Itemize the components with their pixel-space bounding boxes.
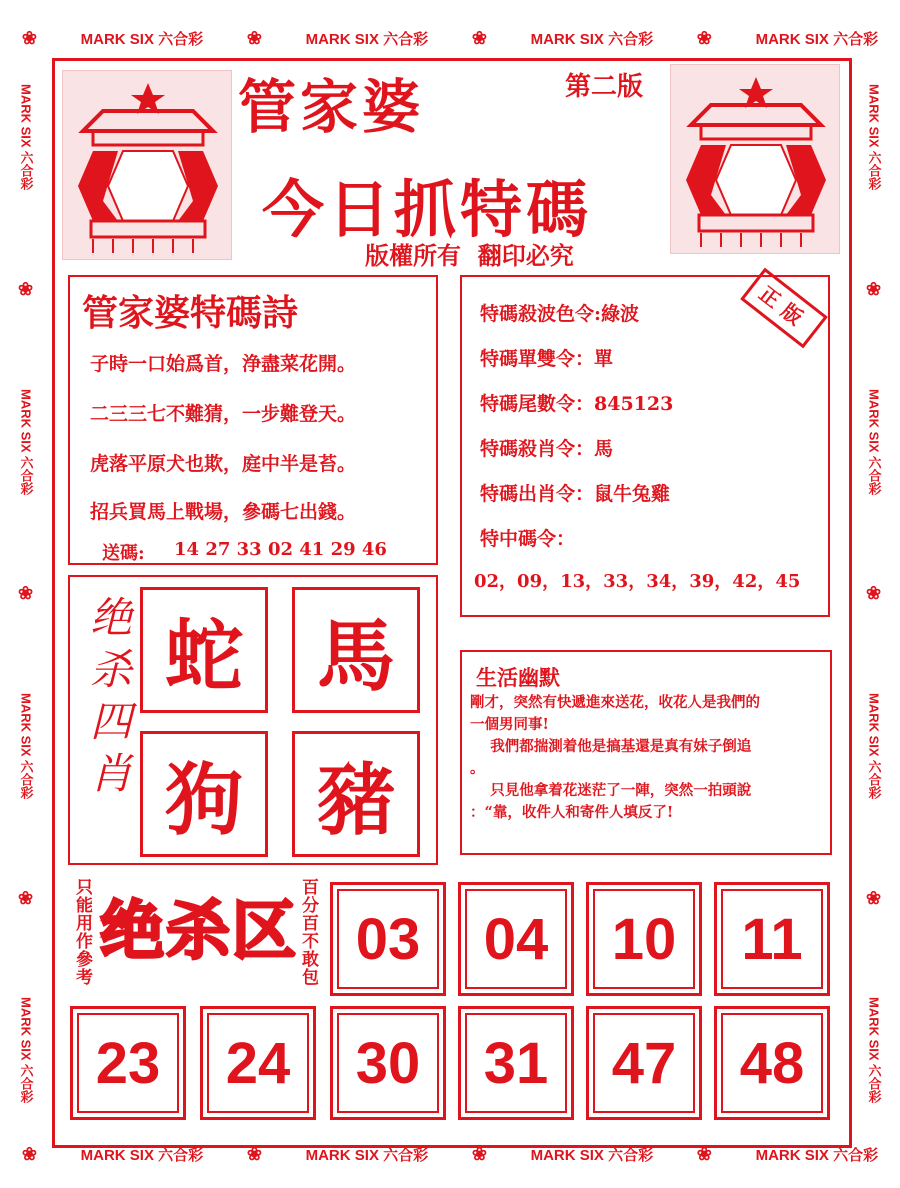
tip-value: 單 [594, 348, 614, 370]
kill-number: 48 [714, 1006, 830, 1120]
zodiac-dog: 狗 [140, 731, 268, 857]
border-left [6, 40, 46, 1148]
flower-ornament-icon: ❀ [864, 583, 884, 605]
border-text: MARK SIX 六合彩 [18, 997, 34, 1104]
tip-value: 鼠牛兔雞 [594, 483, 671, 505]
tip-label: 特碼殺波色令: [480, 303, 602, 325]
border-text: MARK SIX 六合彩 [866, 997, 882, 1104]
kill-number: 23 [70, 1006, 186, 1120]
lantern-icon [63, 71, 233, 261]
poem-line: 子時一口始爲首，浄盡菜花開。 [90, 353, 357, 375]
kill-number: 10 [586, 882, 702, 996]
send-numbers: 14 27 33 02 41 29 46 [174, 539, 387, 560]
tip-row [480, 524, 575, 551]
humor-line: 一個男同事! [470, 716, 549, 733]
border-text: MARK SIX 六合彩 [530, 1146, 654, 1164]
flower-ornament-icon: ❀ [21, 1143, 37, 1164]
kill-zone-title: 绝杀区 [100, 895, 298, 969]
border-text: MARK SIX 六合彩 [305, 1146, 429, 1164]
humor-line: 剛才，突然有快遞進來送花，收花人是我們的 [470, 694, 760, 711]
flower-ornament-icon: ❀ [16, 583, 36, 605]
tip-row [480, 344, 613, 371]
flower-ornament-icon: ❀ [696, 27, 712, 48]
flower-ornament-icon: ❀ [16, 887, 36, 909]
flower-ornament-icon: ❀ [471, 1143, 487, 1164]
kill-number: 04 [458, 882, 574, 996]
border-right [854, 40, 894, 1148]
tip-label: 特碼殺肖令： [480, 438, 595, 460]
humor-line: 我們都揣測着他是搞基還是真有妹子倒追 [470, 738, 752, 755]
border-text: MARK SIX 六合彩 [755, 1146, 879, 1164]
edition-label: 第二版 [565, 72, 644, 102]
zodiac-snake: 蛇 [140, 587, 268, 713]
zodiac-pig: 豬 [292, 731, 420, 857]
border-text: MARK SIX 六合彩 [530, 30, 654, 48]
tip-label: 特碼單雙令： [480, 348, 595, 370]
lantern-illustration [670, 64, 840, 254]
flower-ornament-icon: ❀ [696, 1143, 712, 1164]
lantern-icon [671, 65, 841, 255]
poem-line: 虎落平原犬也欺，庭中半是苔。 [90, 453, 357, 475]
border-text: MARK SIX 六合彩 [866, 84, 882, 191]
border-text: MARK SIX 六合彩 [18, 693, 34, 800]
border-text: MARK SIX 六合彩 [305, 30, 429, 48]
tip-value: 845123 [594, 393, 674, 415]
kill-number: 31 [458, 1006, 574, 1120]
kill-number: 47 [586, 1006, 702, 1120]
reference-only-label: 只能用作參考 [72, 878, 92, 986]
tip-row [480, 479, 670, 506]
zodiac-horse: 馬 [292, 587, 420, 713]
poem-line: 二三三七不難猜，一步難登天。 [90, 403, 357, 425]
special-numbers: 02，09，13，33，34，39，42，45 [474, 571, 801, 592]
lantern-illustration [62, 70, 232, 260]
border-text: MARK SIX 六合彩 [18, 84, 34, 191]
send-label: 送碼: [102, 543, 145, 564]
genuine-stamp: 正版 [740, 268, 828, 349]
copyright-notice: 版權所有 翻印必究 [365, 241, 574, 270]
humor-title: 生活幽默 [476, 665, 560, 690]
tip-row [480, 389, 673, 416]
border-text: MARK SIX 六合彩 [755, 30, 879, 48]
flower-ornament-icon: ❀ [246, 1143, 262, 1164]
kill-number: 24 [200, 1006, 316, 1120]
humor-line: 。 [470, 760, 485, 777]
border-text: MARK SIX 六合彩 [18, 388, 34, 495]
tip-row [480, 434, 613, 461]
tip-label: 特碼尾數令： [480, 393, 595, 415]
flower-ornament-icon: ❀ [21, 27, 37, 48]
flower-ornament-icon: ❀ [864, 887, 884, 909]
humor-line: ：“靠，收件人和寄件人填反了! [470, 804, 674, 821]
zodiac-side-label: 绝杀四肖 [84, 595, 133, 803]
poem-title: 管家婆特碼詩 [82, 292, 299, 334]
flower-ornament-icon: ❀ [16, 279, 36, 301]
headline: 今日抓特碼 [262, 173, 593, 246]
tip-value: 馬 [594, 438, 614, 460]
poem-box [68, 275, 438, 565]
border-text: MARK SIX 六合彩 [80, 30, 204, 48]
page-title: 管家婆 [238, 73, 425, 141]
kill-number: 30 [330, 1006, 446, 1120]
humor-box [460, 650, 832, 855]
kill-number: 11 [714, 882, 830, 996]
border-top [0, 18, 900, 58]
border-text: MARK SIX 六合彩 [80, 1146, 204, 1164]
tip-row [480, 299, 639, 326]
no-guarantee-label: 百分百不敢包 [298, 878, 318, 986]
flower-ornament-icon: ❀ [864, 279, 884, 301]
humor-text [470, 692, 826, 824]
tip-label: 特中碼令： [480, 528, 576, 550]
poem-line: 招兵買馬上戰場，參碼七出錢。 [90, 501, 357, 523]
flower-ornament-icon: ❀ [246, 27, 262, 48]
flower-ornament-icon: ❀ [471, 27, 487, 48]
tip-value: 綠波 [601, 303, 640, 325]
tip-label: 特碼出肖令： [480, 483, 595, 505]
zodiac-box [68, 575, 438, 865]
border-text: MARK SIX 六合彩 [866, 388, 882, 495]
kill-number: 03 [330, 882, 446, 996]
border-text: MARK SIX 六合彩 [866, 693, 882, 800]
humor-line: 只見他拿着花迷茫了一陣，突然一拍頭說 [470, 782, 752, 799]
